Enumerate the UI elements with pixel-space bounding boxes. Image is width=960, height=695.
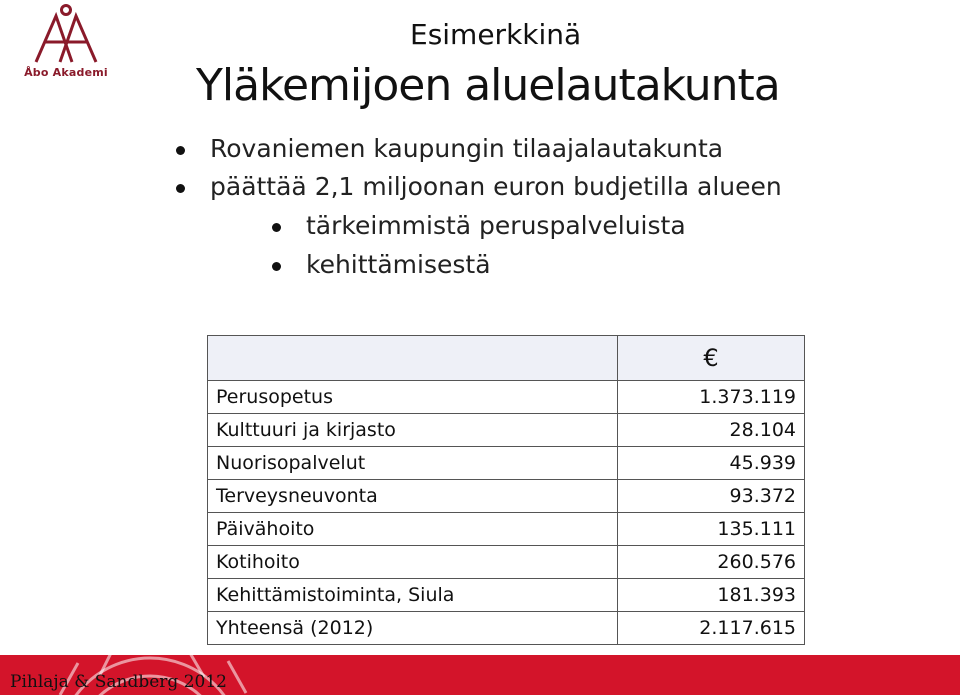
row-label: Terveysneuvonta — [208, 480, 618, 513]
bullet-item: Rovaniemen kaupungin tilaajalautakunta — [210, 134, 724, 163]
row-value: 135.111 — [618, 513, 805, 546]
row-label: Kotihoito — [208, 546, 618, 579]
table-row — [208, 480, 805, 513]
row-value: 260.576 — [618, 546, 805, 579]
row-label: Yhteensä (2012) — [208, 612, 618, 645]
row-value: 93.372 — [618, 480, 805, 513]
row-value: 28.104 — [618, 414, 805, 447]
table-row — [208, 414, 805, 447]
slide-subtitle: Esimerkkinä — [410, 18, 582, 51]
slide-title: Yläkemijoen aluelautakunta — [196, 60, 780, 111]
logo-text: Åbo Akademi — [24, 66, 108, 79]
table-row — [208, 546, 805, 579]
budget-table — [207, 335, 805, 645]
row-value: 45.939 — [618, 447, 805, 480]
bullet-item: kehittämisestä — [306, 250, 491, 279]
bullet-item: tärkeimmistä peruspalveluista — [306, 211, 686, 240]
footer-credit: Pihlaja & Sandberg 2012 — [10, 672, 227, 692]
row-label: Kulttuuri ja kirjasto — [208, 414, 618, 447]
row-label: Kehittämistoiminta, Siula — [208, 579, 618, 612]
table-row-total — [208, 612, 805, 645]
row-label: Perusopetus — [208, 381, 618, 414]
table-row — [208, 381, 805, 414]
abo-akademi-logo-icon — [32, 4, 100, 66]
row-label: Päivähoito — [208, 513, 618, 546]
table-row — [208, 513, 805, 546]
row-value: 1.373.119 — [618, 381, 805, 414]
abo-akademi-logo — [22, 4, 110, 84]
row-value: 181.393 — [618, 579, 805, 612]
table-header-empty-cell — [208, 336, 618, 381]
table-row — [208, 579, 805, 612]
currency-header-cell: € — [618, 336, 805, 381]
table-row — [208, 447, 805, 480]
row-label: Nuorisopalvelut — [208, 447, 618, 480]
table-header-row — [208, 336, 805, 381]
row-value: 2.117.615 — [618, 612, 805, 645]
bullet-item: päättää 2,1 miljoonan euron budjetilla alueen — [210, 172, 782, 201]
